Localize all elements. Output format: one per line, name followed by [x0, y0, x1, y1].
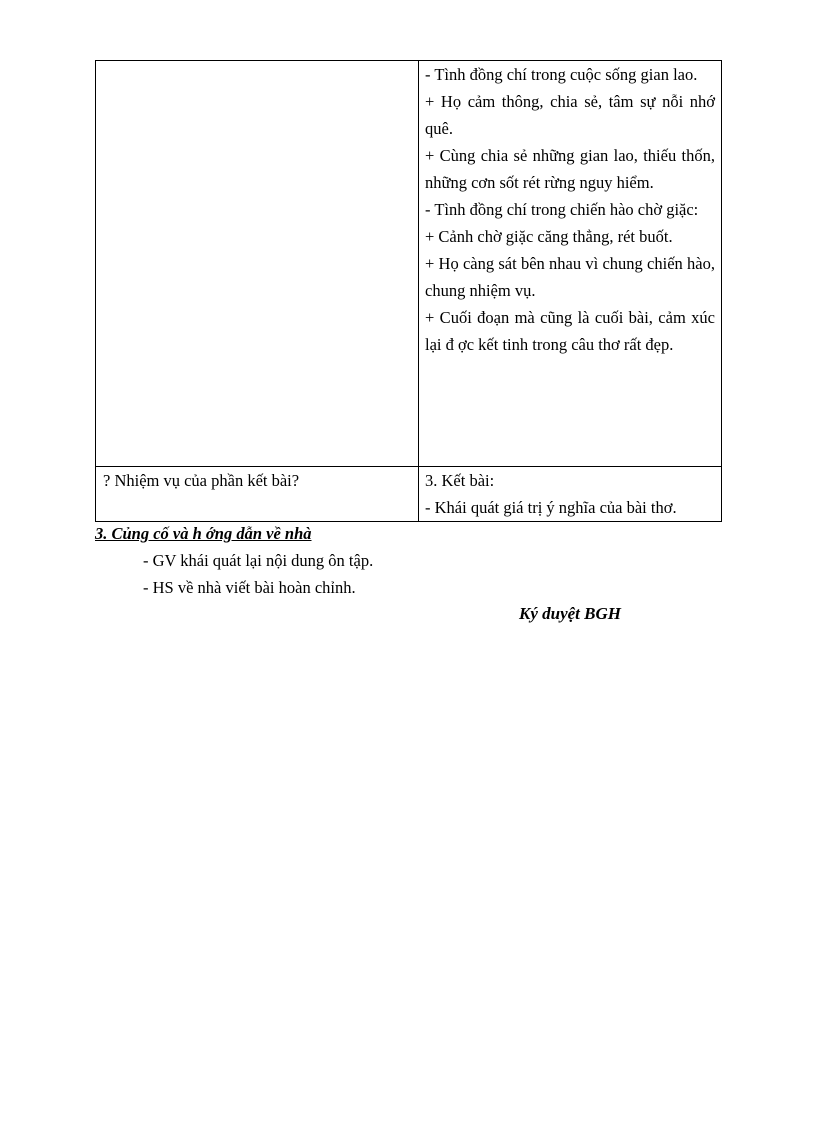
table-row-content	[96, 61, 722, 467]
teacher-activity-cell	[96, 61, 419, 467]
table-row-conclusion	[96, 467, 722, 522]
section-heading: 3. Củng cố và h ớng dẫn về nhà	[95, 524, 312, 543]
question-text: ? Nhiệm vụ của phần kết bài?	[103, 471, 300, 490]
conclusion-paragraph: - Khái quát giá trị ý nghĩa của bài thơ.	[425, 498, 677, 517]
content-paragraph: + Cuối đoạn mà cũng là cuối bài, cảm xúc lại đ ợc kết tinh trong câu thơ rất đẹp.	[425, 308, 715, 354]
content-paragraph: - Tình đồng chí trong cuộc sống gian lao.	[425, 65, 698, 84]
conclusion-heading: 3. Kết bài:	[425, 471, 495, 490]
conclusion-cell	[419, 467, 722, 522]
question-cell	[96, 467, 419, 522]
content-paragraph: + Họ càng sát bên nhau vì chung chiến hào, chung nhiệm vụ.	[425, 254, 715, 300]
content-paragraph: + Họ cảm thông, chia sẻ, tâm sự nỗi nhớ quê.	[425, 92, 715, 138]
lesson-plan-table	[95, 60, 722, 522]
content-cell	[419, 61, 722, 467]
signature-label: Ký duyệt BGH	[519, 604, 621, 623]
content-paragraph: + Cùng chia sẻ những gian lao, thiếu thốn, những cơn sốt rét rừng nguy hiểm.	[425, 146, 715, 192]
content-paragraph: - Tình đồng chí trong chiến hào chờ giặc:	[425, 200, 699, 219]
review-line: - GV khái quát lại nội dung ôn tập.	[143, 551, 374, 570]
homework-line: - HS về nhà viết bài hoàn chỉnh.	[143, 578, 356, 597]
content-paragraph: + Cảnh chờ giặc căng thẳng, rét buốt.	[425, 227, 673, 246]
